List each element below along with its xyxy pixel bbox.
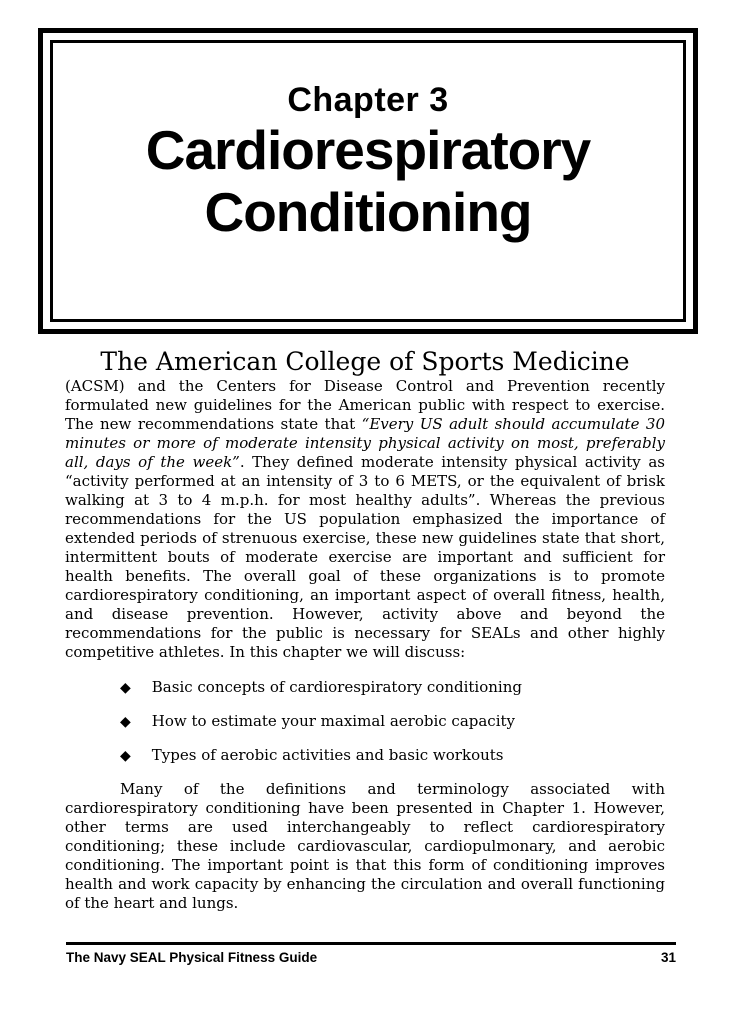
- list-item: [120, 678, 665, 698]
- paragraph-definitions: Many of the definitions and terminology associated with cardiorespiratory conditioning have been presented in Chapter 1. However, other terms are used interchangeably to reflect cardiorespiratory conditioning; these include cardiovascular, cardiopulmonary, and aerobic conditioning. The important point is that this form of conditioning improves health and work capacity by enhancing the circulation and overall functioning of the heart and lungs.: [65, 780, 665, 912]
- paragraph-intro-italic-quote: “Every US adult should accumulate 30 minutes or more of moderate intensity physical activity on most, preferably all, days of the week”: [65, 415, 665, 471]
- list-item-text: How to estimate your maximal aerobic capacity: [151, 712, 516, 730]
- chapter-title-line1: Cardiorespiratory: [145, 119, 591, 181]
- page-footer: [66, 942, 676, 966]
- list-item: [120, 712, 665, 732]
- discussion-topics-list: [65, 678, 665, 766]
- body-content: [65, 348, 665, 913]
- list-item-text: Types of aerobic activities and basic workouts: [151, 746, 504, 764]
- footer-book-title: The Navy SEAL Physical Fitness Guide: [66, 950, 318, 965]
- chapter-title-box: [38, 28, 698, 334]
- diamond-bullet-icon: ◆: [120, 748, 131, 764]
- footer-rule: [66, 942, 676, 945]
- diamond-bullet-icon: ◆: [120, 714, 131, 730]
- paragraph-intro: [65, 377, 665, 662]
- paragraph-intro-lead: (ACSM) and the Centers for Disease Control and Prevention recently formulated new guidelines for the American public with respect to exercise. The new recommendations state that: [65, 377, 665, 433]
- footer-page-number: 31: [660, 950, 676, 965]
- lead-heading: The American College of Sports Medicine: [100, 347, 630, 376]
- footer-row: [66, 950, 676, 966]
- diamond-bullet-icon: ◆: [120, 680, 131, 696]
- list-item-text: Basic concepts of cardiorespiratory conditioning: [151, 678, 522, 696]
- chapter-title-box-inner-frame: [50, 40, 686, 322]
- list-item: [120, 746, 665, 766]
- chapter-number-label: Chapter 3: [287, 81, 449, 119]
- chapter-title-line2: Conditioning: [204, 181, 532, 243]
- paragraph-intro-rest: . They defined moderate intensity physical activity as “activity performed at an intensity of 3 to 6 METS, or the equivalent of brisk walking at 3 to 4 m.p.h. for most healthy adults”. Whereas the previous recommendations for the US population emphasized the importance of extended periods of strenuous exercise, these new guidelines state that short, intermittent bouts of moderate exercise are important and sufficient for health benefits. The overall goal of these organizations is to promote cardiorespiratory conditioning, an important aspect of overall fitness, health, and disease prevention. However, activity above and beyond the recommendations for the public is necessary for SEALs and other highly competitive athletes. In this chapter we will discuss:: [65, 453, 665, 661]
